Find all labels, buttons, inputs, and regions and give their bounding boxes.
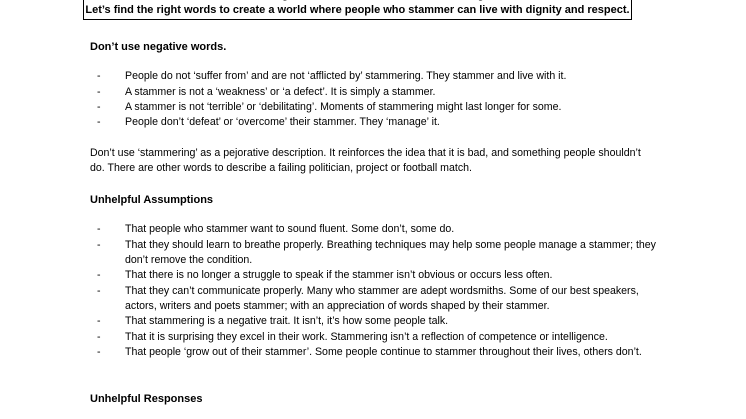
list-item-text: A stammer is not a ‘weakness’ or ‘a defect’. It is simply a stammer. [125,86,436,98]
list-item-text: That it is surprising they excel in their work. Stammering isn’t a reflection of competence or intelligence. [125,331,608,343]
list-item-text: People don’t ‘defeat’ or ‘overcome’ their stammer. They ‘manage’ it. [125,116,440,128]
body-paragraph: Don’t use ‘stammering’ as a pejorative description. It reinforces the idea that it is bad, and something people shouldn’t do. There are other words to describe a failing politician, project or football match. [90,147,641,174]
bullet-marker: - [97,223,101,235]
section-heading-negative-words: Don’t use negative words. [90,41,227,53]
list-item-text: That they can’t communicate properly. Many who stammer are adept wordsmiths. Some of our best speakers, actors, writers and poets stammer; with an appreciation of words shaped by their stammer. [125,285,639,312]
bullet-marker: - [97,101,101,113]
bullet-marker: - [97,116,101,128]
bullet-marker: - [97,331,101,343]
bullet-marker: - [97,86,101,98]
list-item-text: A stammer is not ‘terrible’ or ‘debilitating’. Moments of stammering might last longer for some. [125,101,562,113]
list-item-text: That people ‘grow out of their stammer’. Some people continue to stammer throughout their lives, others don’t. [125,346,642,358]
section-heading-responses: Unhelpful Responses [90,393,203,405]
banner-line-2: Let’s find the right words to create a world where people who stammer can live with dignity and respect. [85,4,630,16]
bullet-marker: - [97,70,101,82]
list-item-text: People do not ‘suffer from’ and are not ‘afflicted by’ stammering. They stammer and live with it. [125,70,567,82]
bullet-marker: - [97,315,101,327]
bullet-marker: - [97,346,101,358]
section-heading-assumptions: Unhelpful Assumptions [90,194,214,206]
bullet-marker: - [97,285,101,297]
list-item-text: That people who stammer want to sound fluent. Some don’t, some do. [125,223,455,235]
list-item-text: That there is no longer a struggle to speak if the stammer isn’t obvious or occurs less often. [125,269,553,281]
title-banner [83,0,632,20]
list-item-text: That stammering is a negative trait. It isn’t, it’s how some people talk. [125,315,449,327]
bullet-marker: - [97,239,101,251]
list-item-text: That they should learn to breathe properly. Breathing techniques may help some people manage a stammer; they don’t remove the condition. [125,239,656,266]
bullet-marker: - [97,269,101,281]
